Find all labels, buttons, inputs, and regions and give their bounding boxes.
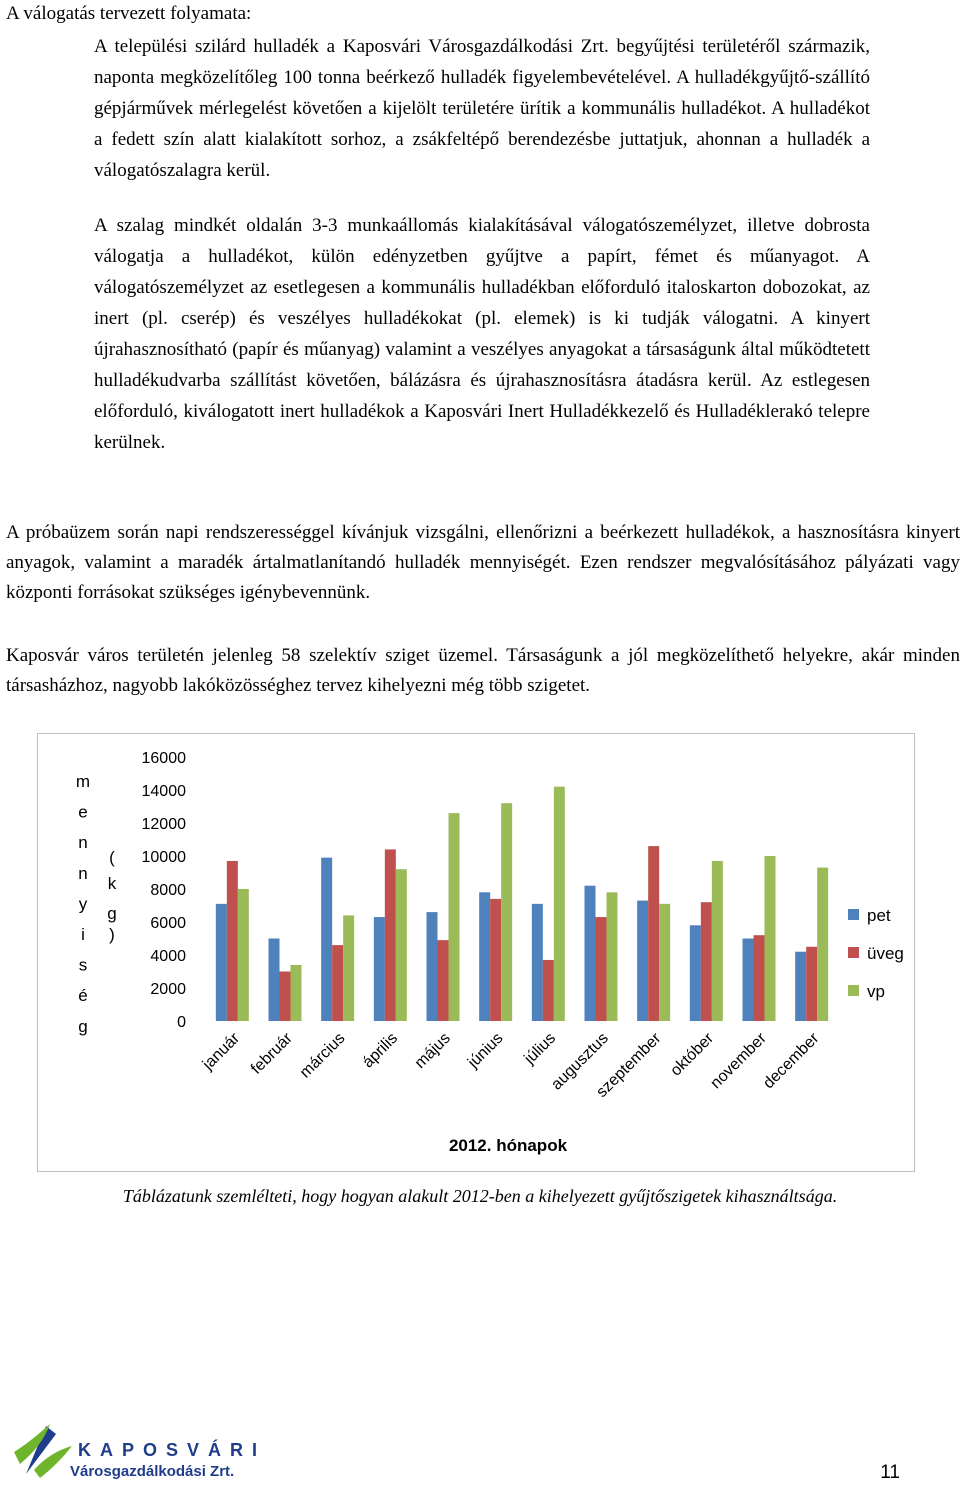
x-tick-label: február bbox=[247, 1029, 296, 1078]
bar-üveg bbox=[227, 861, 238, 1021]
y-axis-title-letter: n bbox=[78, 833, 88, 853]
x-tick-label: szeptember bbox=[593, 1029, 665, 1101]
legend-label-pet: pet bbox=[867, 906, 891, 925]
bar-vp bbox=[449, 813, 460, 1021]
bar-pet bbox=[743, 939, 754, 1022]
bar-vp bbox=[238, 889, 249, 1021]
process-paragraph-2: A szalag mindkét oldalán 3-3 munkaállomás kialakításával válogatószemélyzet, illetve dobrosta válogatja a hulladékot, külön edényzetben gyűjtve a papírt, fémet és műanyagot. A válogatószemélyzet az esetlegesen a kommunális hulladékban előforduló italoskarton dobozokat, az inert (pl. cserép) és veszélyes hulladékokat (pl. elemek) is ki tudják válogatni. A kinyert újrahasznosítható (papír és műanyag) valamint a veszélyes anyagokat a társaságunk által működtetett hulladékudvarba szállítást követően, bálázásra és újrahasznosításra átadásra kerül. Az estlegesen előforduló, kiválogatott inert hulladékok a Kaposvári Inert Hulladékkezelő és Hulladéklerakó telepre kerülnek. bbox=[94, 215, 870, 453]
y-tick-label: 12000 bbox=[141, 816, 186, 833]
bar-pet bbox=[690, 925, 701, 1021]
logo-name: KAPOSVÁRI bbox=[78, 1440, 267, 1460]
monthly-waste-bar-chart bbox=[38, 734, 914, 1171]
y-axis-title-letter: g bbox=[78, 1016, 88, 1036]
x-tick-label: január bbox=[199, 1029, 244, 1074]
bar-üveg bbox=[438, 940, 449, 1021]
bar-pet bbox=[532, 904, 543, 1021]
x-axis-title: 2012. hónapok bbox=[448, 1136, 568, 1155]
y-axis-title-letter: é bbox=[78, 986, 88, 1006]
y-axis-unit-letter: k bbox=[107, 874, 117, 893]
bar-üveg bbox=[385, 849, 396, 1021]
bar-pet bbox=[216, 904, 227, 1021]
legend-label-üveg: üveg bbox=[867, 944, 904, 963]
bar-pet bbox=[427, 912, 438, 1021]
y-tick-label: 8000 bbox=[150, 882, 186, 899]
x-tick-label: július bbox=[521, 1029, 560, 1068]
page-number: 11 bbox=[880, 1462, 900, 1483]
x-tick-label: március bbox=[296, 1029, 349, 1082]
bar-vp bbox=[501, 803, 512, 1021]
bar-vp bbox=[554, 787, 565, 1021]
y-axis-title-letter: y bbox=[78, 894, 88, 914]
y-tick-label: 16000 bbox=[141, 750, 186, 767]
probauzem-paragraph: A próbaüzem során napi rendszerességgel kívánjuk vizsgálni, ellenőrizni a beérkezett hulladékok, a hasznosításra kinyert anyagok, valamint a maradék ártalmatlanítandó hulladék mennyiségét. Ezen rendszer megvalósításához pályázati vagy központi forrásokat szükséges igénybevennünk. bbox=[6, 522, 960, 603]
y-axis-title-letter: e bbox=[78, 802, 88, 822]
x-tick-label: augusztus bbox=[548, 1029, 612, 1094]
x-tick-label: október bbox=[667, 1029, 718, 1080]
bar-üveg bbox=[754, 935, 765, 1021]
y-tick-label: 10000 bbox=[141, 849, 186, 866]
bar-pet bbox=[637, 901, 648, 1021]
x-tick-label: május bbox=[411, 1029, 454, 1073]
y-tick-label: 14000 bbox=[141, 783, 186, 800]
x-tick-label: december bbox=[760, 1029, 823, 1093]
logo-subtitle: Városgazdálkodási Zrt. bbox=[70, 1463, 235, 1480]
chart-caption: Táblázatunk szemlélteti, hogy hogyan alakult 2012-ben a kihelyezett gyűjtőszigetek kihasználtsága. bbox=[122, 1186, 838, 1206]
bar-üveg bbox=[490, 899, 501, 1021]
bar-pet bbox=[269, 939, 280, 1022]
y-axis-unit-letter: ) bbox=[109, 925, 115, 944]
bar-üveg bbox=[648, 846, 659, 1021]
bar-vp bbox=[343, 915, 354, 1021]
y-axis-unit-letter: ( bbox=[109, 848, 115, 867]
bar-vp bbox=[817, 868, 828, 1021]
szigetek-paragraph: Kaposvár város területén jelenleg 58 szelektív sziget üzemel. Társaságunk a jól megközelíthető helyekre, akár minden társasházhoz, nagyobb lakóközösséghez tervez kihelyezni még több szigetet. bbox=[6, 645, 960, 696]
y-axis-title-letter: n bbox=[78, 863, 88, 883]
bar-pet bbox=[374, 917, 385, 1021]
bar-üveg bbox=[596, 917, 607, 1021]
bar-üveg bbox=[332, 945, 343, 1021]
bar-vp bbox=[396, 869, 407, 1021]
legend-label-vp: vp bbox=[867, 982, 885, 1001]
y-tick-label: 0 bbox=[177, 1014, 186, 1031]
x-tick-label: június bbox=[464, 1029, 507, 1072]
bar-vp bbox=[607, 892, 618, 1021]
bar-vp bbox=[712, 861, 723, 1021]
section-heading: A válogatás tervezett folyamata: bbox=[6, 3, 252, 24]
x-tick-label: április bbox=[359, 1029, 402, 1072]
bar-vp bbox=[765, 856, 776, 1021]
process-paragraph-1: A települési szilárd hulladék a Kaposvári Városgazdálkodási Zrt. begyűjtési területéről származik, naponta megközelítőleg 100 tonna beérkező hulladék figyelembevételével. A hulladékgyűjtő-szállító gépjárművek mérlegelést követően a kijelölt területére ürítik a kommunális hulladékot. A hulladékot a fedett szín alatt kialakított sorhoz, a zsákfeltépő berendezésbe juttatjuk, ahonnan a hulladék a válogatószalagra kerül. bbox=[94, 36, 870, 181]
bar-üveg bbox=[543, 960, 554, 1021]
x-tick-label: november bbox=[707, 1029, 770, 1093]
legend-swatch-vp bbox=[848, 985, 859, 996]
y-axis-unit-letter: g bbox=[107, 904, 117, 923]
bar-pet bbox=[321, 858, 332, 1021]
bar-üveg bbox=[806, 947, 817, 1021]
y-tick-label: 2000 bbox=[150, 981, 186, 998]
y-axis-title-letter: m bbox=[75, 772, 91, 791]
bar-pet bbox=[795, 952, 806, 1021]
bar-üveg bbox=[701, 902, 712, 1021]
bar-pet bbox=[585, 886, 596, 1021]
y-tick-label: 6000 bbox=[150, 915, 186, 932]
y-tick-label: 4000 bbox=[150, 948, 186, 965]
y-axis-title-letter: s bbox=[78, 955, 88, 975]
bar-vp bbox=[659, 904, 670, 1021]
y-axis-title-letter: i bbox=[81, 925, 85, 944]
bar-pet bbox=[479, 892, 490, 1021]
chart-frame bbox=[37, 733, 915, 1172]
bar-üveg bbox=[280, 972, 291, 1022]
bar-vp bbox=[291, 965, 302, 1021]
legend-swatch-pet bbox=[848, 909, 859, 920]
legend-swatch-üveg bbox=[848, 947, 859, 958]
